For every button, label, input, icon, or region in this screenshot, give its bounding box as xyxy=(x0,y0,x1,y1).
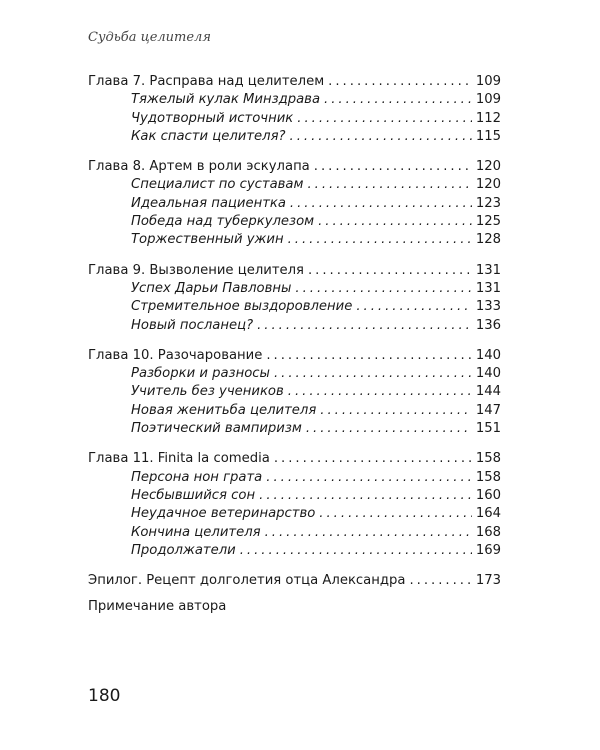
page-number: 158 xyxy=(475,469,501,485)
chapter-8 xyxy=(88,158,501,249)
section-entry xyxy=(88,110,501,128)
page-number: 115 xyxy=(475,128,501,144)
section-title: Поэтический вампиризм xyxy=(131,421,302,437)
chapter-7 xyxy=(88,73,501,146)
dot-leader xyxy=(290,195,472,213)
dot-leader xyxy=(288,231,472,249)
section-title: Учитель без учеников xyxy=(131,384,284,400)
author-note-title: Примечание автора xyxy=(88,599,227,615)
section-entry xyxy=(88,195,501,213)
section-title: Торжественный ужин xyxy=(131,232,284,248)
dot-leader xyxy=(266,347,471,365)
page-number: 109 xyxy=(475,74,501,89)
dot-leader xyxy=(240,542,472,560)
dot-leader xyxy=(356,298,471,316)
page-number: 169 xyxy=(475,542,501,558)
section-title: Новый посланец? xyxy=(131,317,254,333)
section-title: Тяжелый кулак Минздрава xyxy=(131,92,321,108)
page-number: 151 xyxy=(475,421,501,437)
page-number: 147 xyxy=(475,402,501,418)
dot-leader xyxy=(297,110,472,128)
author-note-entry xyxy=(88,598,501,616)
section-title: Продолжатели xyxy=(131,542,236,558)
page-number: 128 xyxy=(475,232,501,248)
section-entry xyxy=(88,231,501,249)
dot-leader xyxy=(266,469,472,487)
section-entry xyxy=(88,420,501,438)
page-number: 120 xyxy=(475,159,501,175)
folio-page-number: 180 xyxy=(88,686,121,706)
dot-leader xyxy=(318,213,472,231)
dot-leader xyxy=(274,450,472,468)
dot-leader xyxy=(307,176,471,194)
page-number: 158 xyxy=(475,451,501,467)
chapter-title: Глава 9. Вызволение целителя xyxy=(88,262,304,278)
section-title: Чудотворный источник xyxy=(131,110,294,126)
page-number: 131 xyxy=(475,280,501,296)
table-of-contents xyxy=(88,73,501,617)
section-title: Успех Дарьи Павловны xyxy=(131,280,292,296)
chapter-10 xyxy=(88,347,501,438)
chapter-title: Глава 11. Finita la comedia xyxy=(88,451,270,467)
chapter-heading xyxy=(88,347,501,365)
section-entry xyxy=(88,365,501,383)
page-number: 164 xyxy=(475,506,501,522)
page-number: 125 xyxy=(475,214,501,230)
section-title: Новая женитьба целителя xyxy=(131,402,317,418)
page-number: 109 xyxy=(475,92,501,108)
page-number: 144 xyxy=(475,384,501,400)
dot-leader xyxy=(274,365,472,383)
section-title: Неудачное ветеринарство xyxy=(131,506,316,522)
page-number: 123 xyxy=(475,195,501,211)
section-title: Разборки и разносы xyxy=(131,366,270,382)
section-entry xyxy=(88,317,501,335)
section-entry xyxy=(88,524,501,542)
page-number: 168 xyxy=(475,524,501,540)
section-title: Победа над туберкулезом xyxy=(131,214,315,230)
chapter-9 xyxy=(88,262,501,335)
dot-leader xyxy=(320,402,472,420)
dot-leader xyxy=(319,505,472,523)
dot-leader xyxy=(257,317,472,335)
dot-leader xyxy=(308,262,472,280)
section-entry xyxy=(88,487,501,505)
section-title: Несбывшийся сон xyxy=(131,487,256,503)
section-title: Как спасти целителя? xyxy=(131,128,286,144)
page-number: 140 xyxy=(475,366,501,382)
section-entry xyxy=(88,542,501,560)
page-number: 160 xyxy=(475,487,501,503)
epilog-entry xyxy=(88,572,501,590)
section-title: Идеальная пациентка xyxy=(131,195,286,211)
dot-leader xyxy=(328,73,472,91)
section-entry xyxy=(88,91,501,109)
section-entry xyxy=(88,383,501,401)
chapter-heading xyxy=(88,158,501,176)
dot-leader xyxy=(324,91,472,109)
section-entry xyxy=(88,176,501,194)
dot-leader xyxy=(290,128,472,146)
section-entry xyxy=(88,505,501,523)
section-entry xyxy=(88,298,501,316)
chapter-title: Глава 7. Расправа над целителем xyxy=(88,74,325,89)
section-entry xyxy=(88,280,501,298)
section-entry xyxy=(88,128,501,146)
dot-leader xyxy=(314,158,472,176)
chapter-heading xyxy=(88,262,501,280)
section-title: Кончина целителя xyxy=(131,524,261,540)
section-entry xyxy=(88,469,501,487)
dot-leader xyxy=(295,280,471,298)
dot-leader xyxy=(259,487,472,505)
dot-leader xyxy=(265,524,472,542)
section-entry xyxy=(88,402,501,420)
section-entry xyxy=(88,213,501,231)
section-title: Специалист по суставам xyxy=(131,177,304,193)
chapter-heading xyxy=(88,73,501,91)
chapter-title: Глава 10. Разочарование xyxy=(88,347,263,363)
page-number: 136 xyxy=(475,317,501,333)
page-number: 112 xyxy=(475,110,501,126)
chapter-11 xyxy=(88,450,501,560)
epilog-title: Эпилог. Рецепт долголетия отца Александра xyxy=(88,573,406,589)
page-number: 140 xyxy=(475,347,501,363)
page-number: 131 xyxy=(475,262,501,278)
section-title: Стремительное выздоровление xyxy=(131,299,353,315)
dot-leader xyxy=(306,420,472,438)
running-head: Судьба целителя xyxy=(88,30,211,45)
section-title: Персона нон грата xyxy=(131,469,263,485)
page-number: 173 xyxy=(475,573,501,589)
page-number: 120 xyxy=(475,177,501,193)
page-number: 133 xyxy=(475,299,501,315)
chapter-title: Глава 8. Артем в роли эскулапа xyxy=(88,159,310,175)
dot-leader xyxy=(409,572,471,590)
chapter-heading xyxy=(88,450,501,468)
dot-leader xyxy=(288,383,472,401)
